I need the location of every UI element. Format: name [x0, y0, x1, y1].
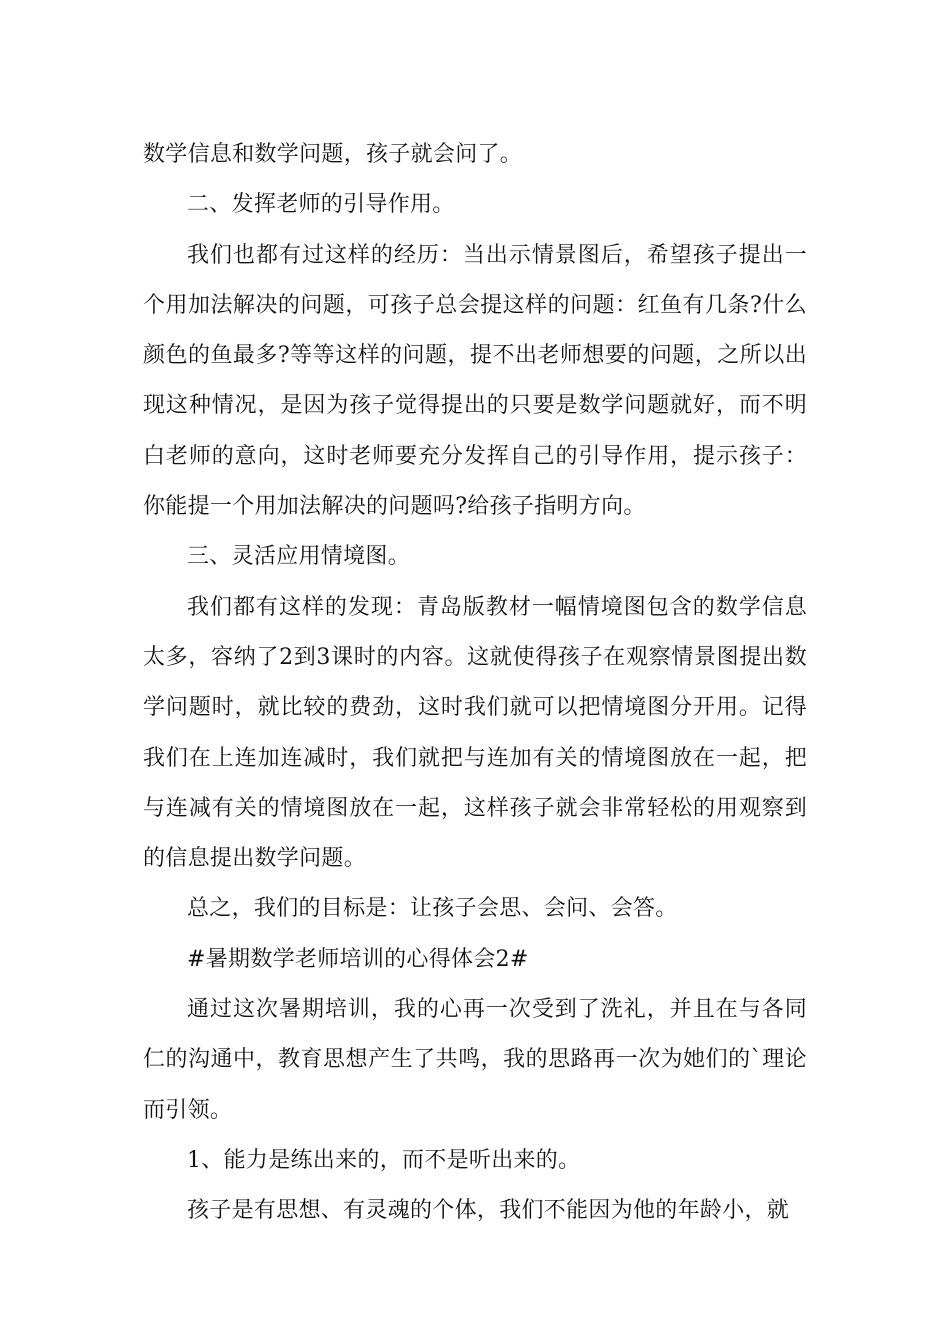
document-body: [143, 130, 807, 1237]
paragraph: 我们都有这样的发现：青岛版教材一幅情境图包含的数学信息太多，容纳了2到3课时的内容。这就使得孩子在观察情景图提出数学问题时，就比较的费劲，这时我们就可以把情境图分开用。记得我们在上连加连减时，我们就把与连加有关的情境图放在一起，把与连减有关的情境图放在一起，这样孩子就会非常轻松的用观察到的信息提出数学问题。: [143, 594, 807, 872]
paragraph-summary: 总之，我们的目标是：让孩子会思、会问、会答。: [187, 896, 678, 922]
paragraph: 通过这次暑期培训，我的心再一次受到了洗礼，并且在与各同仁的沟通中，教育思想产生了共鸣，我的思路再一次为她们的`理论而引领。: [143, 997, 807, 1123]
paragraph: 孩子是有思想、有灵魂的个体，我们不能因为他的年龄小，就: [187, 1198, 790, 1224]
paragraph-continuation: 数学信息和数学问题，孩子就会问了。: [143, 142, 523, 167]
paragraph: 我们也都有过这样的经历：当出示情景图后，希望孩子提出一个用加法解决的问题，可孩子总会提这样的问题：红鱼有几条?什么颜色的鱼最多?等等这样的问题，提不出老师想要的问题，之所以出现这种情况，是因为孩子觉得提出的只要是数学问题就好，而不明白老师的意向，这时老师要充分发挥自己的引导作用，提示孩子：你能提一个用加法解决的问题吗?给孩子指明方向。: [143, 242, 807, 520]
section-heading-3: 三、灵活应用情境图。: [187, 544, 411, 570]
section-heading-1: 1、能力是练出来的，而不是听出来的。: [187, 1147, 581, 1173]
section-heading-2: 二、发挥老师的引导作用。: [187, 192, 455, 218]
article-title: #暑期数学老师培训的心得体会2#: [187, 946, 529, 972]
